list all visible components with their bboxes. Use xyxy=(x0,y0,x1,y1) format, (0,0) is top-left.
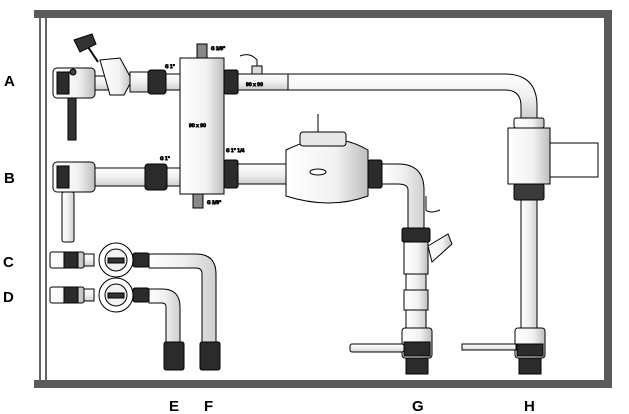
top-pipe-long xyxy=(288,74,537,118)
column-h xyxy=(462,118,598,374)
separator-bottom-drain xyxy=(193,194,203,208)
ball-valve-b-handle xyxy=(62,192,74,242)
ball-valve-c-nut xyxy=(64,252,78,268)
row-c-assembly xyxy=(50,243,220,370)
ball-valve-f xyxy=(200,342,220,370)
ball-valve-g-outlet xyxy=(406,358,428,374)
pipe-h-vertical xyxy=(521,200,537,328)
top-pipe-run xyxy=(224,55,537,118)
ball-valve-a-nut xyxy=(57,72,69,94)
separator-top-vent xyxy=(197,44,207,58)
g-pipe-mid xyxy=(406,274,426,290)
pipe-d-bend xyxy=(149,289,180,342)
ball-valve-h-nut xyxy=(517,344,543,356)
label-b: B xyxy=(4,170,15,187)
sep-ann-mid-right: G 1" 1/4 xyxy=(226,149,245,154)
top-pipe-union-nut xyxy=(224,70,238,94)
heat-meter-flow-arrow xyxy=(310,169,326,175)
frame-right-bar xyxy=(604,10,612,388)
sep-ann-top-left: G 1" xyxy=(165,65,175,70)
pipe-c-stub xyxy=(84,254,94,266)
meter-pipe-left xyxy=(238,164,286,184)
circulation-pump-motor xyxy=(550,143,598,177)
meter-union-right xyxy=(368,160,382,188)
ball-valve-e xyxy=(164,342,184,370)
circulation-pump-body xyxy=(508,128,550,184)
frame-top-bar xyxy=(34,10,612,18)
ball-valve-b-nut xyxy=(57,166,69,188)
top-pipe-sensor-tee xyxy=(252,66,262,74)
row-d-assembly xyxy=(50,278,184,370)
label-e: E xyxy=(169,398,180,414)
ball-valve-g-nut xyxy=(404,342,430,356)
pipe-a-union-nut xyxy=(148,70,166,94)
flow-meter-d-window xyxy=(108,293,124,298)
pipe-d-after-meter xyxy=(133,288,149,302)
pipe-b-union-nut xyxy=(145,164,167,190)
row-a-assembly xyxy=(53,34,180,140)
sep-ann-bottom: G 3/8" xyxy=(207,201,222,206)
heat-meter-line xyxy=(224,114,440,228)
sep-ann-mid-left: G 1" xyxy=(160,157,170,162)
heat-meter-register xyxy=(300,132,346,146)
pipe-a-to-sep xyxy=(166,74,180,90)
temperature-probe-wire xyxy=(426,196,440,212)
bottom-labels xyxy=(169,398,535,414)
separator-label: 90 x 90 xyxy=(189,124,206,129)
pump-union-bottom xyxy=(514,184,544,200)
sep-ann-top-right: G 3/8" xyxy=(211,47,226,52)
pipe-c-after-meter xyxy=(133,253,149,267)
ball-valve-a-stem xyxy=(70,69,76,75)
pipe-b xyxy=(95,168,145,186)
pipe-b-to-sep xyxy=(167,168,180,186)
heat-meter-body xyxy=(286,139,368,203)
balancing-valve-handle xyxy=(74,34,96,52)
frame-bottom-bar xyxy=(34,380,612,388)
pump-union-top xyxy=(514,118,544,128)
label-g: G xyxy=(412,398,424,414)
column-g xyxy=(350,228,452,374)
ball-valve-d-nut xyxy=(64,287,78,303)
flow-meter-c-window xyxy=(108,258,124,263)
g-union-top xyxy=(402,228,430,242)
label-c: C xyxy=(3,254,14,271)
label-d: D xyxy=(3,289,14,306)
g-strainer-branch xyxy=(428,234,452,262)
g-strainer-body xyxy=(404,242,428,274)
ball-valve-g-handle xyxy=(350,344,404,352)
pipe-a-union xyxy=(130,72,148,92)
ball-valve-a-handle xyxy=(68,98,76,140)
g-pipe-lower xyxy=(406,310,426,328)
top-pipe-annotation: 90 x 90 xyxy=(246,83,263,88)
label-h: H xyxy=(524,398,535,414)
sensor-wire xyxy=(240,55,257,66)
meter-union-left xyxy=(224,160,238,188)
label-f: F xyxy=(204,398,214,414)
ball-valve-h-outlet xyxy=(519,358,541,374)
pipe-d-stub xyxy=(84,289,94,301)
meter-pipe-bend xyxy=(382,164,424,228)
side-labels xyxy=(3,73,15,306)
g-check-valve xyxy=(404,290,428,310)
label-a: A xyxy=(4,73,15,90)
ball-valve-h-handle xyxy=(462,344,516,350)
row-b-assembly xyxy=(53,162,180,242)
